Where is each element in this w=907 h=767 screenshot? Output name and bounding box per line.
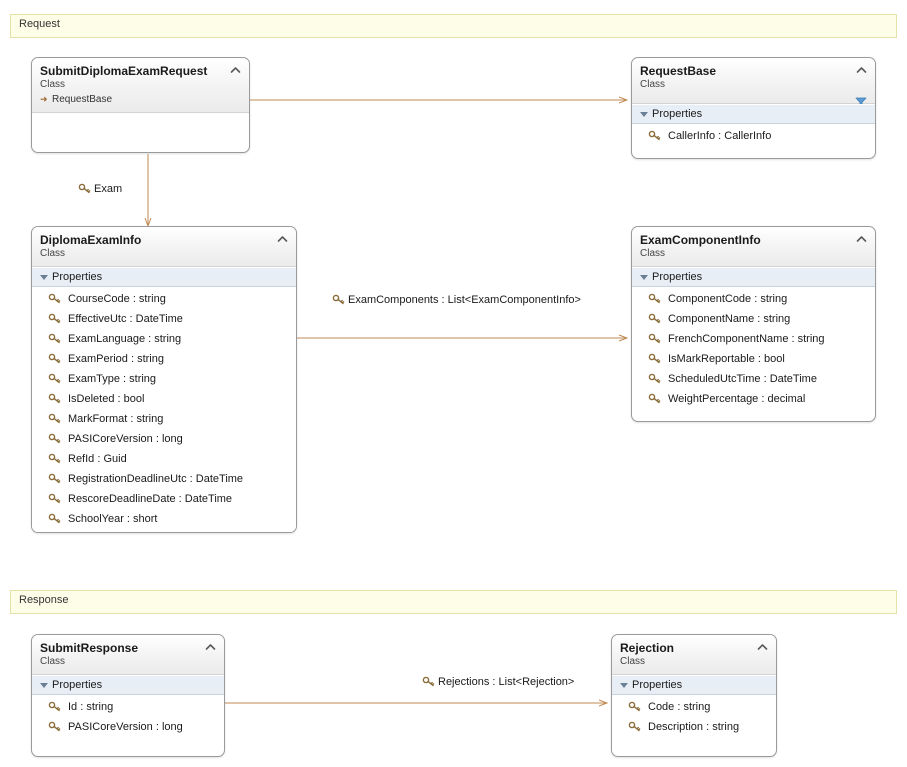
member-row[interactable] xyxy=(632,389,875,409)
group-banner-request xyxy=(10,14,897,38)
key-icon xyxy=(648,372,661,385)
member-label: ExamType : string xyxy=(68,373,157,385)
member-row[interactable] xyxy=(32,449,296,469)
compartment-label: Properties xyxy=(52,271,103,283)
connector-label-exam xyxy=(78,182,122,196)
key-icon xyxy=(48,720,61,733)
member-row[interactable] xyxy=(632,369,875,389)
class-header xyxy=(32,227,296,267)
key-icon xyxy=(48,700,61,713)
connector-label-rejections-text: Rejections : List<Rejection> xyxy=(438,676,575,688)
member-row[interactable] xyxy=(612,697,776,717)
class-kind: Class xyxy=(40,656,66,667)
class-base-reference xyxy=(40,93,241,106)
compartment-label: Properties xyxy=(652,271,703,283)
triangle-down-icon xyxy=(40,683,48,688)
member-row[interactable] xyxy=(32,409,296,429)
member-label: Code : string xyxy=(648,701,711,713)
member-label: ScheduledUtcTime : DateTime xyxy=(668,373,817,385)
compartment-label: Properties xyxy=(52,679,103,691)
key-icon xyxy=(48,512,61,525)
key-icon xyxy=(48,452,61,465)
key-icon xyxy=(48,372,61,385)
group-label-response: Response xyxy=(19,594,69,606)
member-label: SchoolYear : short xyxy=(68,513,158,525)
key-icon xyxy=(628,720,641,733)
member-label: MarkFormat : string xyxy=(68,413,164,425)
member-row[interactable] xyxy=(32,489,296,509)
key-icon xyxy=(422,675,435,688)
class-box-request-base[interactable] xyxy=(631,57,876,159)
key-icon xyxy=(628,700,641,713)
class-box-submit-diploma-exam-request[interactable] xyxy=(31,57,250,153)
member-label: PASICoreVersion : long xyxy=(68,433,183,445)
key-icon xyxy=(648,392,661,405)
member-row[interactable] xyxy=(32,309,296,329)
member-row[interactable] xyxy=(632,309,875,329)
class-header xyxy=(32,58,249,113)
key-icon xyxy=(48,412,61,425)
member-label: ExamLanguage : string xyxy=(68,333,182,345)
compartment-label: Properties xyxy=(652,108,703,120)
key-icon xyxy=(48,432,61,445)
compartment-header-properties[interactable] xyxy=(32,675,224,695)
member-row[interactable] xyxy=(632,126,875,146)
member-row[interactable] xyxy=(632,289,875,309)
compartment-header-properties[interactable] xyxy=(632,104,875,124)
member-label: CallerInfo : CallerInfo xyxy=(668,130,772,142)
triangle-down-icon xyxy=(640,275,648,280)
member-label: EffectiveUtc : DateTime xyxy=(68,313,183,325)
chevron-up-icon[interactable] xyxy=(855,233,868,246)
member-list xyxy=(632,124,875,150)
class-name: RequestBase xyxy=(640,64,717,78)
key-icon xyxy=(648,352,661,365)
member-list xyxy=(612,695,776,741)
compartment-label: Properties xyxy=(632,679,683,691)
member-row[interactable] xyxy=(32,289,296,309)
class-kind: Class xyxy=(620,656,646,667)
member-row[interactable] xyxy=(32,389,296,409)
key-icon xyxy=(648,129,661,142)
triangle-down-icon xyxy=(640,112,648,117)
member-label: RegistrationDeadlineUtc : DateTime xyxy=(68,473,244,485)
compartment-header-properties[interactable] xyxy=(632,267,875,287)
member-label: IsMarkReportable : bool xyxy=(668,353,785,365)
compartment-header-properties[interactable] xyxy=(612,675,776,695)
class-kind: Class xyxy=(40,248,66,259)
member-label: WeightPercentage : decimal xyxy=(668,393,806,405)
triangle-down-icon xyxy=(620,683,628,688)
chevron-up-icon[interactable] xyxy=(855,64,868,77)
connector-label-rejections xyxy=(422,675,574,689)
class-base-label: RequestBase xyxy=(52,94,113,105)
arrow-right-icon: ➜ xyxy=(40,94,48,104)
member-list xyxy=(32,695,224,741)
chevron-up-icon[interactable] xyxy=(756,641,769,654)
connector-label-exam-text: Exam xyxy=(94,183,123,195)
connector-label-exam-components xyxy=(332,293,581,307)
class-box-diploma-exam-info[interactable] xyxy=(31,226,297,533)
chevron-up-icon[interactable] xyxy=(276,233,289,246)
class-box-rejection[interactable] xyxy=(611,634,777,757)
class-name: ExamComponentInfo xyxy=(640,233,761,247)
class-name: DiplomaExamInfo xyxy=(40,233,142,247)
member-list xyxy=(32,287,296,533)
member-label: ExamPeriod : string xyxy=(68,353,164,365)
class-name: SubmitResponse xyxy=(40,641,139,655)
key-icon xyxy=(48,352,61,365)
key-icon xyxy=(648,332,661,345)
member-row[interactable] xyxy=(32,349,296,369)
class-header xyxy=(32,635,224,675)
class-kind: Class xyxy=(40,79,66,90)
triangle-down-icon xyxy=(40,275,48,280)
member-label: CourseCode : string xyxy=(68,293,166,305)
member-label: ComponentName : string xyxy=(668,313,791,325)
member-label: ComponentCode : string xyxy=(668,293,788,305)
group-label-request: Request xyxy=(19,18,60,30)
member-row[interactable] xyxy=(32,369,296,389)
key-icon xyxy=(78,182,91,195)
chevron-up-icon[interactable] xyxy=(204,641,217,654)
class-name: Rejection xyxy=(620,641,675,655)
key-icon xyxy=(48,292,61,305)
key-icon xyxy=(48,392,61,405)
member-row[interactable] xyxy=(32,509,296,529)
compartment-header-properties[interactable] xyxy=(32,267,296,287)
class-body-empty xyxy=(32,113,249,141)
member-row[interactable] xyxy=(32,329,296,349)
class-box-submit-response[interactable] xyxy=(31,634,225,757)
key-icon xyxy=(332,293,345,306)
class-box-exam-component-info[interactable] xyxy=(631,226,876,422)
member-label: IsDeleted : bool xyxy=(68,393,145,405)
member-label: Id : string xyxy=(68,701,114,713)
member-label: RescoreDeadlineDate : DateTime xyxy=(68,493,233,505)
connector-label-exam-components-text: ExamComponents : List<ExamComponentInfo> xyxy=(348,294,581,306)
class-kind: Class xyxy=(640,79,666,90)
member-row[interactable] xyxy=(32,469,296,489)
group-banner-response xyxy=(10,590,897,614)
chevron-up-icon[interactable] xyxy=(229,64,242,77)
member-label: PASICoreVersion : long xyxy=(68,721,183,733)
key-icon xyxy=(648,312,661,325)
key-icon xyxy=(48,312,61,325)
member-label: FrenchComponentName : string xyxy=(668,333,825,345)
member-row[interactable] xyxy=(632,349,875,369)
class-header xyxy=(612,635,776,675)
key-icon xyxy=(48,492,61,505)
member-list xyxy=(632,287,875,413)
class-header xyxy=(632,58,875,104)
class-name: SubmitDiplomaExamRequest xyxy=(40,64,208,78)
key-icon xyxy=(48,332,61,345)
member-row[interactable] xyxy=(632,329,875,349)
member-row[interactable] xyxy=(32,717,224,737)
member-row[interactable] xyxy=(612,717,776,737)
class-header xyxy=(632,227,875,267)
member-row[interactable] xyxy=(32,697,224,717)
member-label: Description : string xyxy=(648,721,740,733)
key-icon xyxy=(648,292,661,305)
member-row[interactable] xyxy=(32,429,296,449)
key-icon xyxy=(48,472,61,485)
class-kind: Class xyxy=(640,248,666,259)
member-label: RefId : Guid xyxy=(68,453,127,465)
